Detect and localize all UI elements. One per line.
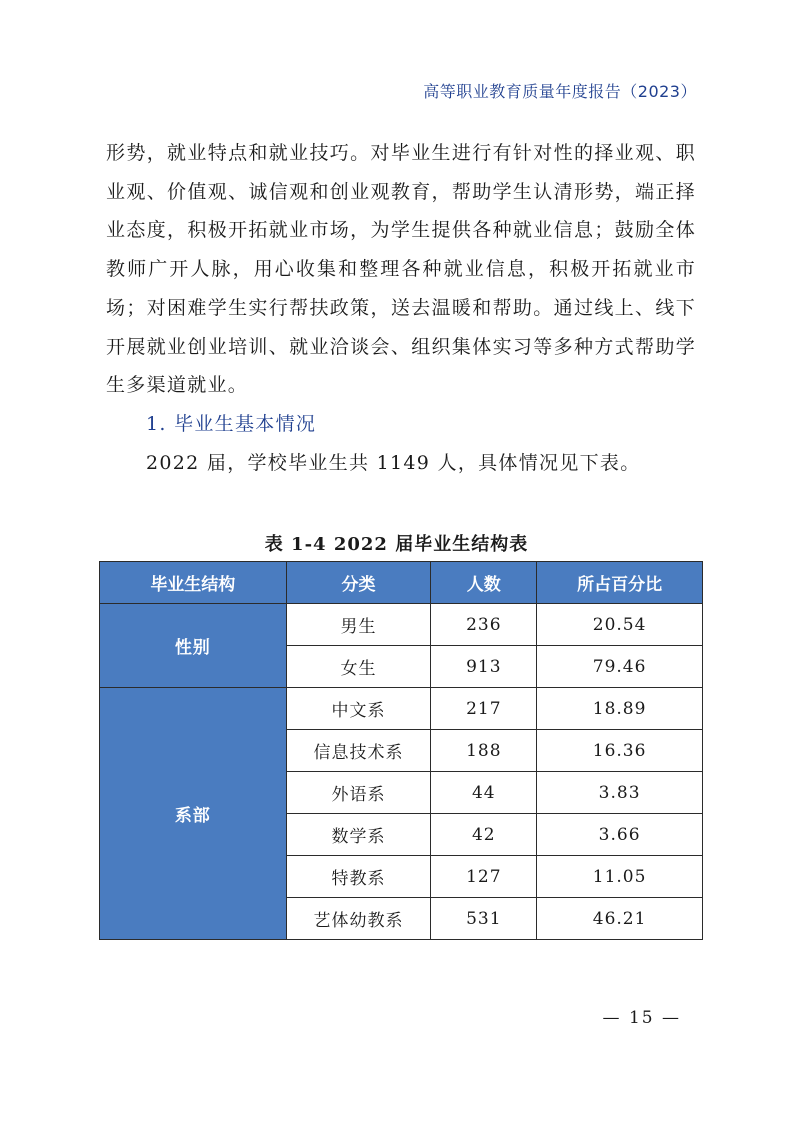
percent-cell: 3.66 [537,814,703,856]
table-header-row [100,562,703,604]
column-header-count: 人数 [431,562,537,604]
percent-cell: 3.83 [537,772,703,814]
body-text [106,134,696,482]
category-cell: 男生 [286,604,431,646]
group-cell-department: 系部 [100,688,287,940]
column-header-percent: 所占百分比 [537,562,703,604]
section-heading: 1. 毕业生基本情况 [146,412,317,435]
paragraph-graduates-total: 2022 届，学校毕业生共 1149 人，具体情况见下表。 [146,451,641,474]
column-header-structure: 毕业生结构 [100,562,287,604]
count-cell: 531 [431,898,537,940]
percent-cell: 18.89 [537,688,703,730]
count-cell: 236 [431,604,537,646]
count-cell: 44 [431,772,537,814]
count-cell: 217 [431,688,537,730]
count-cell: 913 [431,646,537,688]
category-cell: 数学系 [286,814,431,856]
count-cell: 42 [431,814,537,856]
table-caption: 表 1-4 2022 届毕业生结构表 [264,534,529,555]
percent-cell: 11.05 [537,856,703,898]
category-cell: 外语系 [286,772,431,814]
paragraph-employment-guidance: 形势，就业特点和就业技巧。对毕业生进行有针对性的择业观、职业观、价值观、诚信观和创业观教育，帮助学生认清形势，端正择业态度，积极开拓就业市场，为学生提供各种就业信息；鼓励全体教师广开人脉，用心收集和整理各种就业信息，积极开拓就业市场；对困难学生实行帮扶政策，送去温暖和帮助。通过线上、线下开展就业创业培训、就业洽谈会、组织集体实习等多种方式帮助学生多渠道就业。 [106,142,696,397]
category-cell: 艺体幼教系 [286,898,431,940]
graduate-structure-table [99,561,703,940]
count-cell: 188 [431,730,537,772]
percent-cell: 79.46 [537,646,703,688]
group-cell-gender: 性别 [100,604,287,688]
percent-cell: 20.54 [537,604,703,646]
category-cell: 女生 [286,646,431,688]
table-row [100,604,703,646]
percent-cell: 16.36 [537,730,703,772]
category-cell: 信息技术系 [286,730,431,772]
column-header-category: 分类 [286,562,431,604]
percent-cell: 46.21 [537,898,703,940]
count-cell: 127 [431,856,537,898]
category-cell: 特教系 [286,856,431,898]
table-row [100,688,703,730]
page-header: 高等职业教育质量年度报告（2023） [423,82,697,101]
category-cell: 中文系 [286,688,431,730]
page-number: — 15 — [602,1008,681,1028]
